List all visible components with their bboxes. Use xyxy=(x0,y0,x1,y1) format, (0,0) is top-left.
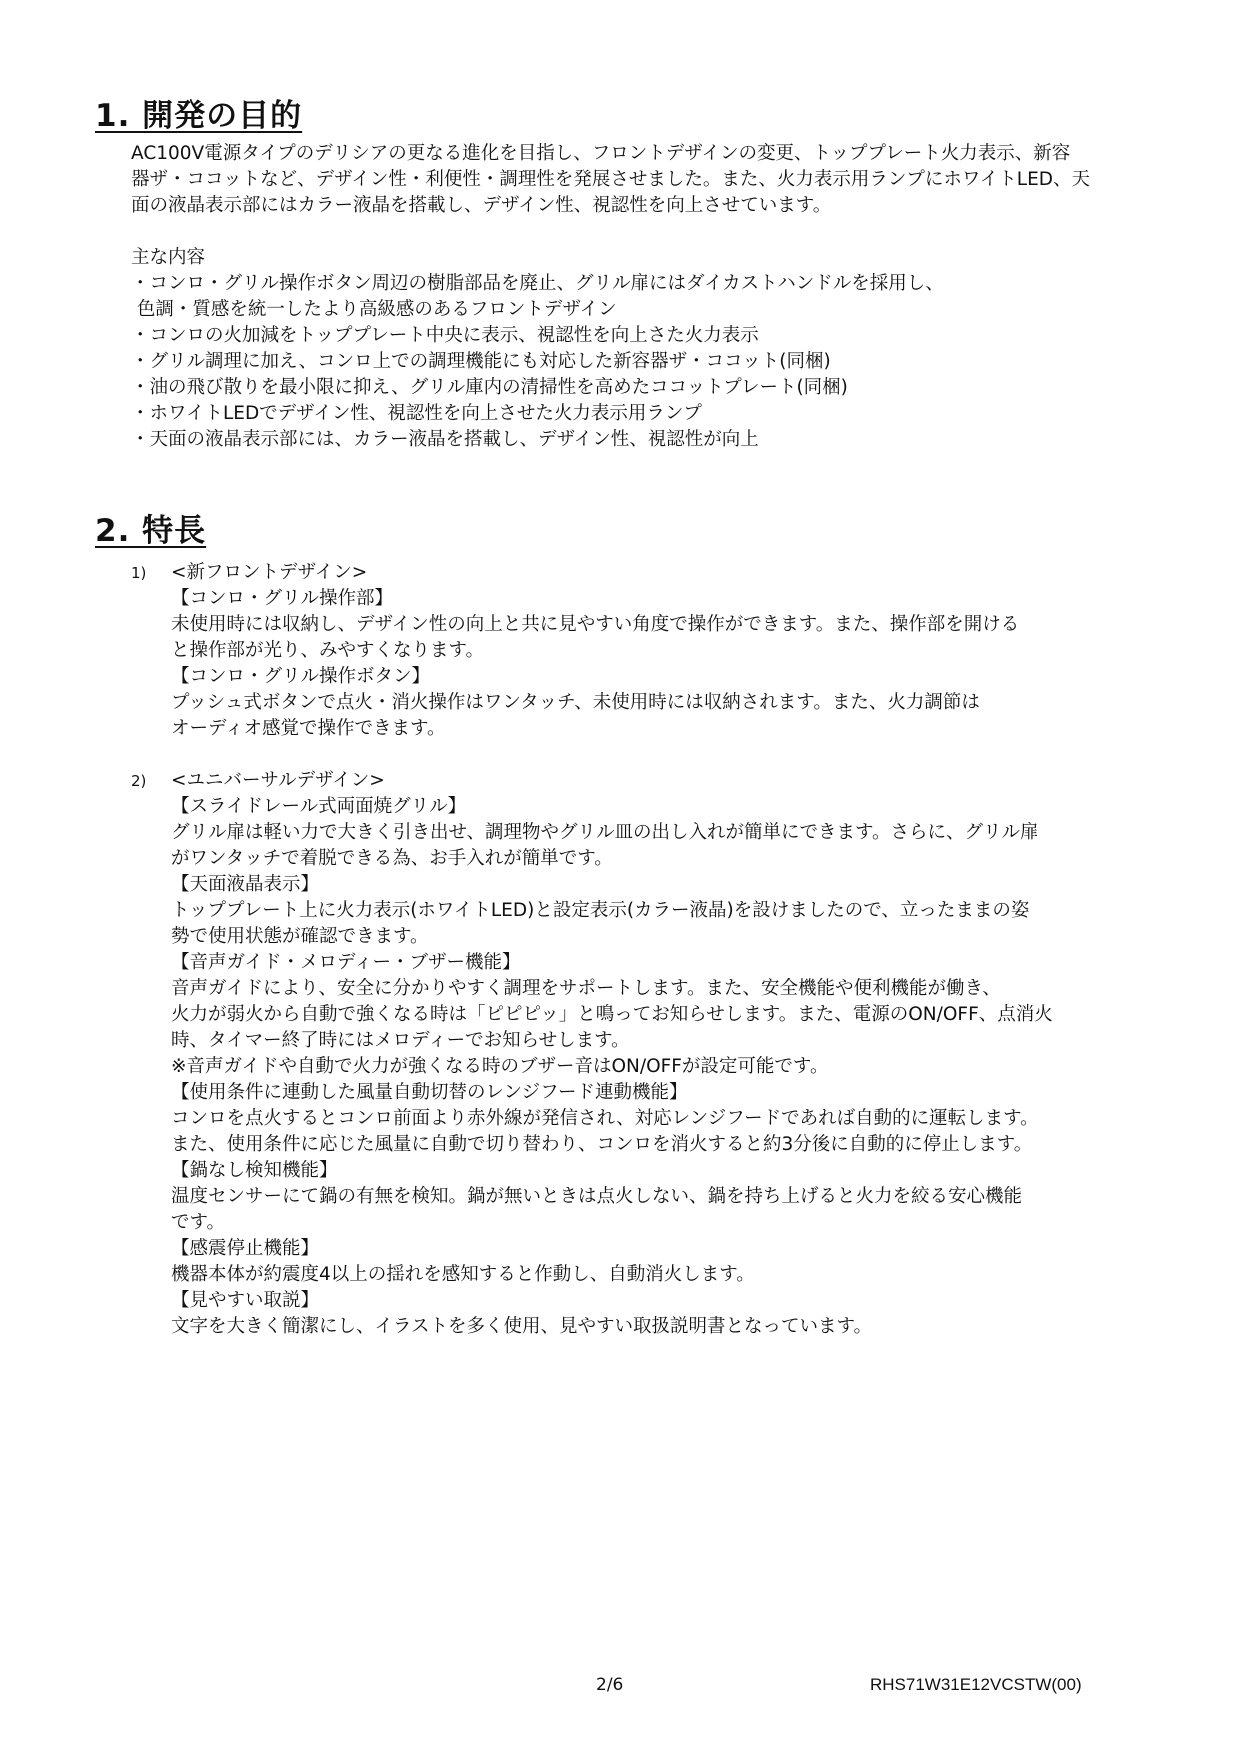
sub-text-line: プッシュ式ボタンで点火・消火操作はワンタッチ、未使用時には収納されます。また、火力調節は xyxy=(171,692,980,713)
sub-heading: 【コンロ・グリル操作部】 xyxy=(171,588,394,609)
sub-text-line: と操作部が光り、みやすくなります。 xyxy=(171,640,485,661)
feature-number: 1) xyxy=(131,564,147,582)
section-2-body xyxy=(131,560,1181,1340)
sub-text-line: コンロを点火するとコンロ前面より赤外線が発信され、対応レンジフードであれば自動的に運転します。 xyxy=(171,1108,1039,1129)
section-1-heading: 1. 開発の目的 xyxy=(95,98,303,134)
sub-text-line: 機器本体が約震度4以上の揺れを感知すると作動し、自動消火します。 xyxy=(171,1264,755,1285)
list-item: ・グリル調理に加え、コンロ上での調理機能にも対応した新容器ザ・ココット(同梱) xyxy=(131,351,831,372)
sub-heading: 【音声ガイド・メロディー・ブザー機能】 xyxy=(171,952,521,973)
feature-body xyxy=(131,794,1181,1340)
sub-text-line: また、使用条件に応じた風量に自動で切り替わり、コンロを消火すると約3分後に自動的に停止します。 xyxy=(171,1134,1033,1155)
sub-heading: 【鍋なし検知機能】 xyxy=(171,1160,338,1181)
list-title: 主な内容 xyxy=(131,247,206,268)
sub-text-line: がワンタッチで着脱できる為、お手入れが簡単です。 xyxy=(171,848,613,869)
feature-header xyxy=(131,560,1181,586)
sub-text-line: 時、タイマー終了時にはメロディーでお知らせします。 xyxy=(171,1030,630,1051)
sub-text-line: ※音声ガイドや自動で火力が強くなる時のブザー音はON/OFFが設定可能です。 xyxy=(171,1056,829,1077)
feature-block xyxy=(131,560,1181,742)
sub-text-line: 音声ガイドにより、安全に分かりやすく調理をサポートします。また、安全機能や便利機能が働き、 xyxy=(171,978,1001,999)
sub-text-line: 未使用時には収納し、デザイン性の向上と共に見やすい角度で操作ができます。また、操作部を開ける xyxy=(171,614,1020,635)
section-1-body xyxy=(131,141,1181,453)
sub-text-line: 火力が弱火から自動で強くなる時は「ピピピッ」と鳴ってお知らせします。また、電源のON/OFF、点消火 xyxy=(171,1004,1053,1025)
list-item: ・ホワイトLEDでデザイン性、視認性を向上させた火力表示用ランプ xyxy=(131,403,702,424)
sub-heading: 【コンロ・グリル操作ボタン】 xyxy=(171,666,431,687)
sub-heading: 【スライドレール式両面焼グリル】 xyxy=(171,796,467,817)
spacer xyxy=(131,219,1181,245)
feature-body xyxy=(131,586,1181,742)
sub-heading: 【天面液晶表示】 xyxy=(171,874,320,895)
list-item: ・コンロ・グリル操作ボタン周辺の樹脂部品を廃止、グリル扉にはダイカストハンドルを採用し、 xyxy=(131,273,944,294)
document-code: RHS71W31E12VCSTW(00) xyxy=(870,1675,1082,1694)
list-item: ・天面の液晶表示部には、カラー液晶を搭載し、デザイン性、視認性が向上 xyxy=(131,429,759,450)
sub-heading: 【見やすい取説】 xyxy=(171,1290,320,1311)
page-number: 2/6 xyxy=(596,1675,624,1695)
sub-text-line: 勢で使用状態が確認できます。 xyxy=(171,926,429,947)
feature-header xyxy=(131,768,1181,794)
list-item: ・コンロの火加減をトッププレート中央に表示、視認性を向上さた火力表示 xyxy=(131,325,759,346)
intro-line: AC100V電源タイプのデリシアの更なる進化を目指し、フロントデザインの変更、トッププレート火力表示、新容 xyxy=(131,143,1071,164)
feature-block xyxy=(131,768,1181,1340)
feature-number: 2) xyxy=(131,772,147,790)
sub-text-line: 温度センサーにて鍋の有無を検知。鍋が無いときは点火しない、鍋を持ち上げると火力を絞る安心機能 xyxy=(171,1186,1023,1207)
list-item: 色調・質感を統一したより高級感のあるフロントデザイン xyxy=(131,299,617,320)
sub-text-line: オーディオ感覚で操作できます。 xyxy=(171,718,446,739)
intro-line: 面の液晶表示部にはカラー液晶を搭載し、デザイン性、視認性を向上させています。 xyxy=(131,195,832,216)
feature-title: <新フロントデザイン> xyxy=(171,562,368,583)
sub-heading: 【使用条件に連動した風量自動切替のレンジフード連動機能】 xyxy=(171,1082,688,1103)
sub-text-line: グリル扉は軽い力で大きく引き出せ、調理物やグリル皿の出し入れが簡単にできます。さらに、グリル扉 xyxy=(171,822,1039,843)
sub-text-line: です。 xyxy=(171,1212,226,1233)
feature-title: <ユニバーサルデザイン> xyxy=(171,770,385,791)
contents-list xyxy=(131,271,1181,453)
sub-text-line: 文字を大きく簡潔にし、イラストを多く使用、見やすい取扱説明書となっています。 xyxy=(171,1316,872,1337)
section-2-heading: 2. 特長 xyxy=(95,513,207,549)
list-item: ・油の飛び散りを最小限に抑え、グリル庫内の清掃性を高めたココットプレート(同梱) xyxy=(131,377,848,398)
sub-text-line: トッププレート上に火力表示(ホワイトLED)と設定表示(カラー液晶)を設けましたので、立ったままの姿 xyxy=(171,900,1030,921)
intro-line: 器ザ・ココットなど、デザイン性・利便性・調理性を発展させました。また、火力表示用ランプにホワイトLED、天 xyxy=(131,169,1091,190)
sub-heading: 【感震停止機能】 xyxy=(171,1238,320,1259)
